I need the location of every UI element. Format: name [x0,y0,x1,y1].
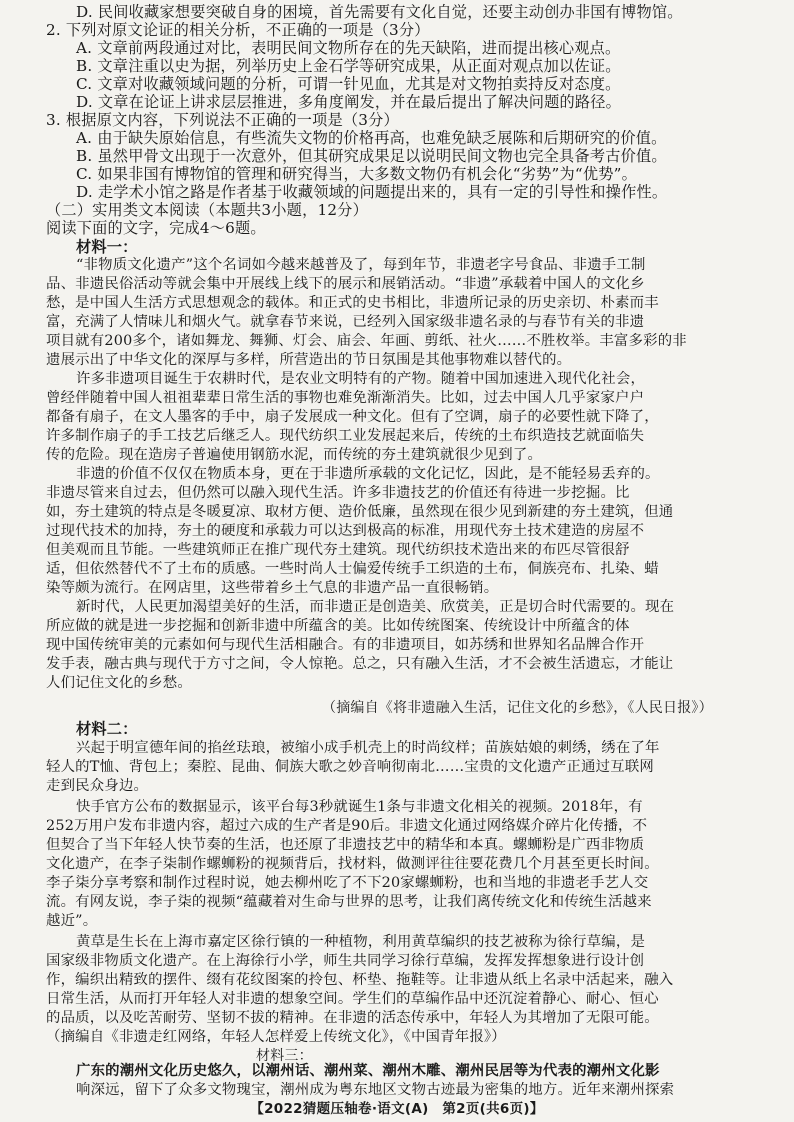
paragraph-line: 但契合了当下年轻人快节奏的生活，也还原了非遗技艺中的精华和本真。螺蛳粉是广西非物质 [46,837,645,853]
paragraph-line: 252万用户发布非遗内容，超过六成的生产者是90后。非遗文化通过网络媒介碎片化传播，不 [46,818,648,834]
paragraph-line: 兴起于明宣德年间的掐丝珐琅，被缩小成手机壳上的时尚纹样；苗族姑娘的刺绣，绣在了年 [76,740,660,756]
paragraph-line: 流。有网友说，李子柒的视频“蕴藏着对生命与世界的思考，让我们离传统文化和传统生活越来 [46,894,652,910]
paragraph-line: 曾经伴随着中国人祖祖辈辈日常生活的事物也难免渐渐消失。比如，过去中国人几乎家家户户 [46,390,645,406]
source-citation: 材料三： [256,1048,313,1064]
paragraph-line: 走到民众身边。 [46,778,149,794]
option-a: A. 文章前两段通过对比，表明民间文物所存在的先天缺陷，进而提出核心观点。 [76,39,621,57]
option-b: B. 虽然甲骨文出现于一次意外，但其研究成果足以说明民间文物也完全具备考古价值。 [76,147,667,165]
paragraph-line: 项目就有200多个，诸如舞龙、舞狮、灯会、庙会、年画、剪纸、社火……不胜枚举。丰富多彩的非 [46,333,687,349]
source-citation: （摘编自《将非遗融入生活，记住文化的乡愁》，《人民日报》） [322,700,713,716]
page-footer: 【2022猜题压轴卷·语文(A) 第2页(共6页)】 [250,1101,544,1117]
instruction-text: 阅读下面的文字，完成4～6题。 [46,219,266,237]
paragraph-line: 遗展示出了中华文化的深厚与多样，所营造出的节日氛围是其他事物难以替代的。 [46,352,572,368]
material-heading: 广东的潮州文化历史悠久，以潮州话、潮州菜、潮州木雕、潮州民居等为代表的潮州文化影 [76,1062,660,1079]
paragraph-line: 李子柒分享考察和制作过程时说，她去柳州吃了不下20家螺蛳粉，也和当地的非遗老手艺人交 [46,875,649,891]
paragraph-line: 非遗尽管来自过去，但仍然可以融入现代生活。许多非遗技艺的价值还有待进一步挖掘。比 [46,485,630,501]
material-heading: 材料一： [76,238,138,256]
paragraph-line: 所应做的就是进一步挖掘和创新非遗中所蕴含的美。比如传统图案、传统设计中所蕴含的体 [46,618,630,634]
section-heading: （二）实用类文本阅读（本题共3小题，12分） [46,201,368,219]
paragraph-line: 新时代，人民更加渴望美好的生活，而非遗正是创造美、欣赏美，正是切合时代需要的。现在 [76,599,675,615]
paragraph-line: “非物质文化遗产”这个名词如今越来越普及了，每到年节，非遗老字号食品、非遗手工制 [76,257,646,273]
paragraph-line: 愁，是中国人生活方式思想观念的载体。和正式的史书相比，非遗所记录的历史亲切、朴素而丰 [46,295,659,311]
option-d: D. 民间收藏家想要突破自身的困境，首先需要有文化自觉，还要主动创办非国有博物馆。 [76,3,683,21]
material-heading: 材料二： [76,720,138,738]
paragraph-line: 如，夯土建筑的特点是冬暖夏凉、取材方便、造价低廉，虽然现在很少见到新建的夯土建筑，但通 [46,504,674,520]
paragraph-line: 传的危险。现在造房子普遍使用钢筋水泥，而传统的夯土建筑就很少见到了。 [46,447,543,463]
option-c: C. 文章对收藏领域问题的分析，可谓一针见血，尤其是对文物拍卖持反对态度。 [76,75,621,93]
paragraph-line: 人们记住文化的乡愁。 [46,675,192,691]
paragraph-line: 响深远，留下了众多文物瑰宝，潮州成为粤东地区文物古迹最为密集的地方。近年来潮州探索 [76,1082,675,1098]
paragraph-line: 许多非遗项目诞生于农耕时代，是农业文明特有的产物。随着中国加速进入现代化社会， [76,371,646,387]
paragraph-line: 的品质，以及吃苦耐劳、坚韧不拔的精神。在非遗的活态传承中，年轻人为其增加了无限可能。 [46,1010,659,1026]
option-d: D. 文章在论证上讲求层层推进，多角度阐发，并在最后提出了解决问题的路径。 [76,93,622,111]
paragraph-line: 富，充满了人情味儿和烟火气。就拿春节来说，已经列入国家级非遗名录的与春节有关的非遗 [46,314,645,330]
paragraph-line: 日常生活，从而打开年轻人对非遗的想象空间。学生们的草编作品中还沉淀着静心、耐心、恒心 [46,991,659,1007]
paragraph-line: 国家级非物质文化遗产。在上海徐行小学，师生共同学习徐行草编，发挥发挥想象进行设计创 [46,953,645,969]
paragraph-line: 非遗的价值不仅仅在物质本身，更在于非遗所承载的文化记忆，因此，是不能轻易丢弃的。 [76,466,660,482]
paragraph-line: 越近”。 [46,913,98,929]
paragraph-line: 黄草是生长在上海市嘉定区徐行镇的一种植物，利用黄草编织的技艺被称为徐行草编，是 [76,934,646,950]
paragraph-line: 但美观而且节能。一些建筑师正在推广现代夯土建筑。现代纺织技术造出来的布匹尽管很舒 [46,542,630,558]
paragraph-line: 过现代技术的加持，夯土的硬度和承载力可以达到极高的标准，用现代夯土技术建造的房屋不 [46,523,645,539]
paragraph-line: 染等颇为流行。在网店里，这些带着乡土气息的非遗产品一直很畅销。 [46,580,499,596]
paragraph-line: 文化遗产，在李子柒制作螺蛳粉的视频背后，找材料，做测评往往要花费几个月甚至更长时间。 [46,856,659,872]
paragraph-line: 适，但依然替代不了土布的质感。一些时尚人士偏爱传统手工织造的土布，侗族亮布、扎染、蜡 [46,561,659,577]
paragraph-line: 快手官方公布的数据显示，该平台每3秒就诞生1条与非遗文化相关的视频。2018年，有 [76,799,643,815]
option-c: C. 如果非国有博物馆的管理和研究得当，大多数文物仍有机会化“劣势”为“优势”。 [76,165,637,183]
paragraph-line: 发手表，融古典与现代于方寸之间，令人惊艳。总之，只有融入生活，才不会被生活遗忘，才能让 [46,656,674,672]
paragraph-line: 作，编织出精致的摆件、缀有花纹图案的拎包、杯垫、拖鞋等。让非遗从纸上名录中活起来，融入 [46,972,674,988]
question-3: 3. 根据原文内容，下列说法不正确的一项是（3分） [46,111,399,129]
paragraph-line: 都备有扇子，在文人墨客的手中，扇子发展成一种文化。但有了空调，扇子的必要性就下降了， [46,409,659,425]
question-2: 2. 下列对原文论证的相关分析，不正确的一项是（3分） [46,21,430,39]
paragraph-line: 轻人的T恤、背包上；秦腔、昆曲、侗族大歌之妙音响彻南北……宝贵的文化遗产正通过互联网 [46,759,655,775]
option-a: A. 由于缺失原始信息，有些流失文物的价格再高，也难免缺乏展陈和后期研究的价值。 [76,129,667,147]
option-b: B. 文章注重以史为据，列举历史上金石学等研究成果，从正面对观点加以佐证。 [76,57,621,75]
paragraph-line: 许多制作扇子的手工技艺后继乏人。现代纺织工业发展起来后，传统的土布织造技艺就面临失 [46,428,645,444]
option-d: D. 走学术小馆之路是作者基于收藏领域的问题提出来的，具有一定的引导性和操作性。 [76,183,668,201]
paragraph-line: 品、非遗民俗活动等就会集中开展线上线下的展示和展销活动。“非遗”承载着中国人的文化乡 [46,276,645,292]
paragraph-line: （摘编自《非遗走红网络，年轻人怎样爱上传统文化》，《中国青年报》） [46,1029,506,1045]
paragraph-line: 现中国传统审美的元素如何与现代生活相融合。有的非遗项目，如苏绣和世界知名品牌合作开 [46,637,645,653]
